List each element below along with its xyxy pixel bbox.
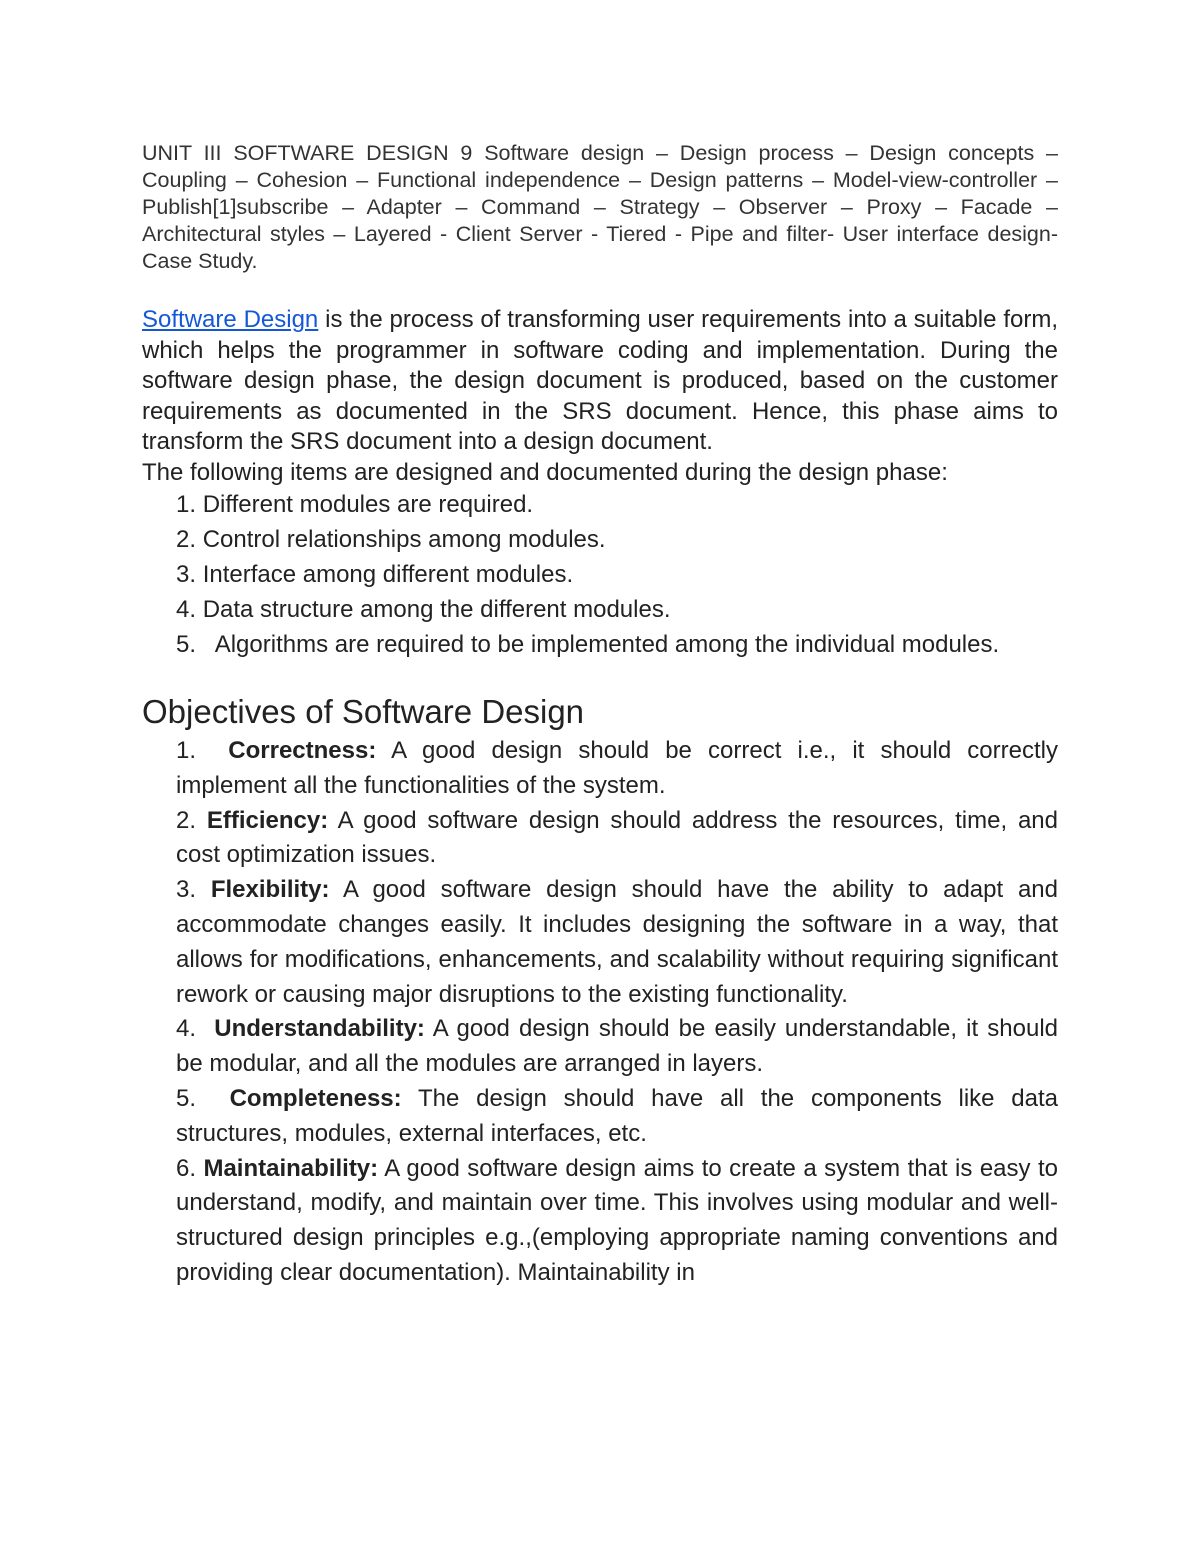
list-item: 6. Maintainability: A good software design aims to create a system that is easy to understand, modify, and maintain over time. This involves using modular and well-structured design principles e.g.,(employing appropriate naming conventions and providing clear documentation). Maintainability in bbox=[176, 1154, 1058, 1286]
list-item: 4. Understandability: A good design should be easily understandable, it should be modular, and all the modules are arranged in layers. bbox=[176, 1015, 1058, 1078]
list-item: 3. Flexibility: A good software design should have the ability to adapt and accommodate changes easily. It includes designing the software in a way, that allows for modifications, enhancements, and scalability without requiring significant rework or causing major disruptions to the existing functionality. bbox=[176, 876, 1058, 1008]
intro-text: is the process of transforming user requirements into a suitable form, which helps the programmer in software coding and implementation. During the software design phase, the design document is produced, based on the customer requirements as documented in the SRS document. Hence, this phase aims to transform the SRS document into a design document. bbox=[142, 306, 1058, 456]
list-item: 4. Data structure among the different modules. bbox=[176, 595, 671, 623]
items-lead: The following items are designed and documented during the design phase: bbox=[142, 458, 948, 486]
objectives-heading: Objectives of Software Design bbox=[142, 692, 585, 730]
list-item: 2. Control relationships among modules. bbox=[176, 525, 606, 553]
list-item: 5. Completeness: The design should have all the components like data structures, modules, external interfaces, etc. bbox=[176, 1084, 1058, 1147]
list-item: 5. Algorithms are required to be implemented among the individual modules. bbox=[176, 630, 1000, 658]
list-item: 2. Efficiency: A good software design should address the resources, time, and cost optimization issues. bbox=[176, 806, 1058, 869]
software-design-link[interactable]: Software Design bbox=[142, 306, 319, 333]
list-item: 1. Correctness: A good design should be correct i.e., it should correctly implement all the functionalities of the system. bbox=[176, 736, 1058, 799]
intro-paragraph bbox=[142, 305, 1058, 458]
list-item: 1. Different modules are required. bbox=[176, 490, 534, 518]
objectives-list bbox=[142, 734, 1058, 1291]
list-item: 3. Interface among different modules. bbox=[176, 560, 574, 588]
document-page bbox=[142, 140, 1058, 1291]
syllabus-paragraph: UNIT III SOFTWARE DESIGN 9 Software design – Design process – Design concepts – Coupling – Cohesion – Functional independence – Design patterns – Model-view-controller – Publish[1]subscribe – Adapter – Command – Strategy – Observer – Proxy – Facade – Architectural styles – Layered - Client Server - Tiered - Pipe and filter- User interface design-Case Study. bbox=[142, 141, 1058, 273]
design-items-list bbox=[142, 488, 1058, 662]
